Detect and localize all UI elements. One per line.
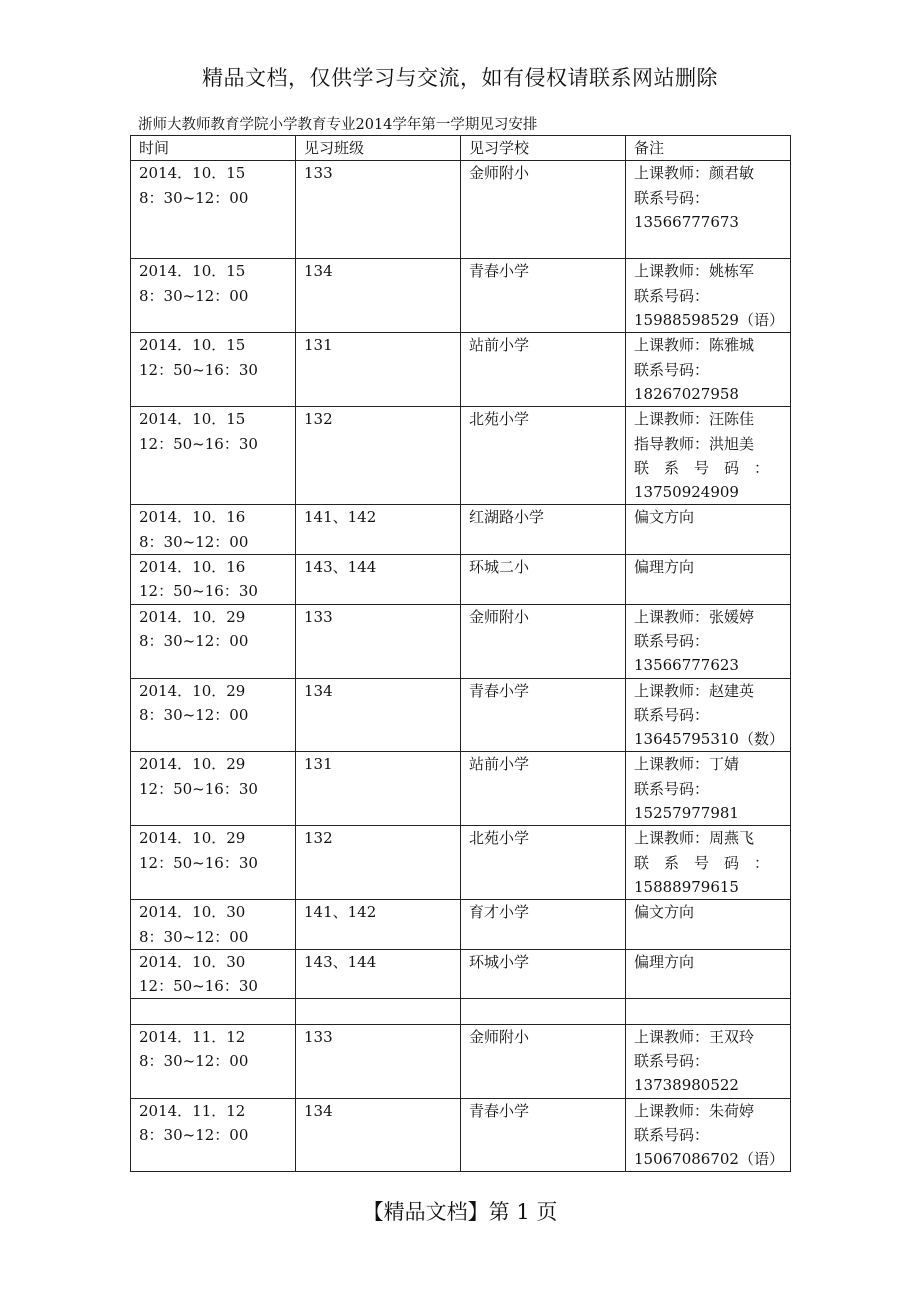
time-line: 8：30~12：00 — [139, 927, 249, 946]
time-line: 2014．10．15 — [139, 262, 246, 281]
time-line: 2014．10．29 — [139, 681, 246, 700]
cell-time — [131, 999, 296, 1024]
school-value: 站前小学 — [469, 336, 530, 355]
time-line: 8：30~12：00 — [139, 705, 249, 724]
school-value: 金师附小 — [469, 164, 530, 183]
class-value: 141、142 — [304, 903, 377, 922]
cell-notes — [626, 1098, 791, 1172]
cell-school — [461, 1024, 626, 1098]
class-value: 134 — [304, 262, 333, 281]
cell-notes — [626, 555, 791, 605]
table-row — [131, 949, 791, 999]
notes-line: 联系号码： — [634, 1051, 710, 1070]
document-title: 浙师大教师教育学院小学教育专业2014学年第一学期见习安排 — [138, 117, 538, 133]
class-value: 143、144 — [304, 952, 377, 971]
cell-class — [296, 1098, 461, 1172]
page-footer: 【精品文档】第 1 页 — [362, 1200, 558, 1224]
notes-line: 18267027958 — [634, 384, 739, 403]
time-line: 2014．10．16 — [139, 508, 246, 527]
cell-time — [131, 826, 296, 900]
school-value: 环城小学 — [469, 952, 530, 971]
cell-notes — [626, 1024, 791, 1098]
class-value: 133 — [304, 1027, 333, 1046]
time-line: 2014．10．16 — [139, 558, 246, 577]
time-line: 2014．10．29 — [139, 607, 246, 626]
school-value: 青春小学 — [469, 262, 530, 281]
cell-school — [461, 259, 626, 333]
notes-line: 上课教师：丁婧 — [634, 755, 740, 774]
cell-notes — [626, 949, 791, 999]
school-value: 环城二小 — [469, 558, 530, 577]
school-value: 站前小学 — [469, 755, 530, 774]
notes-line: 上课教师：汪陈佳 — [634, 410, 755, 429]
time-line — [139, 999, 287, 1023]
time-line: 8：30~12：00 — [139, 286, 249, 305]
notes-line: 上课教师：张媛婷 — [634, 607, 755, 626]
notes-line: 指导教师：洪旭美 — [634, 434, 755, 453]
table-header-row — [131, 136, 791, 161]
notes-line: 上课教师：朱荷婷 — [634, 1101, 755, 1120]
cell-school — [461, 999, 626, 1024]
notes-line: 上课教师：周燕飞 — [634, 829, 755, 848]
column-header-time: 时间 — [131, 136, 296, 161]
cell-time — [131, 259, 296, 333]
notes-line: 联系号码： — [634, 631, 710, 650]
cell-school — [461, 826, 626, 900]
column-header-notes: 备注 — [626, 136, 791, 161]
notes-line: 联 系 号 码 ： — [634, 458, 770, 477]
time-line: 12：50~16：30 — [139, 779, 258, 798]
school-value — [469, 999, 617, 1023]
notes-line — [634, 234, 782, 258]
notes-line: 13566777623 — [634, 656, 739, 675]
class-value: 134 — [304, 681, 333, 700]
table-row — [131, 407, 791, 505]
table-row — [131, 752, 791, 826]
notes-line: 联系号码： — [634, 705, 710, 724]
cell-notes — [626, 407, 791, 505]
school-value: 青春小学 — [469, 681, 530, 700]
cell-time — [131, 1098, 296, 1172]
cell-school — [461, 678, 626, 752]
class-value: 134 — [304, 1101, 333, 1120]
notes-line: 13738980522 — [634, 1076, 739, 1095]
table-row — [131, 1024, 791, 1098]
notes-line: 15067086702（语） — [634, 1150, 784, 1169]
time-line: 8：30~12：00 — [139, 532, 249, 551]
table-row — [131, 333, 791, 407]
page-header: 精品文档，仅供学习与交流，如有侵权请联系网站删除 — [202, 66, 718, 90]
cell-time — [131, 161, 296, 259]
notes-line: 上课教师：王双玲 — [634, 1027, 755, 1046]
school-value: 红湖路小学 — [469, 508, 545, 527]
cell-class — [296, 161, 461, 259]
time-line: 8：30~12：00 — [139, 1051, 249, 1070]
notes-line: 13566777673 — [634, 212, 739, 231]
notes-line: 联系号码： — [634, 779, 710, 798]
cell-notes — [626, 900, 791, 950]
schedule-body — [131, 161, 791, 1172]
school-value: 北苑小学 — [469, 829, 530, 848]
notes-line: 上课教师：陈雅城 — [634, 336, 755, 355]
cell-school — [461, 407, 626, 505]
notes-line: 15988598529（语） — [634, 311, 784, 330]
cell-class — [296, 949, 461, 999]
cell-notes — [626, 604, 791, 678]
cell-school — [461, 604, 626, 678]
table-row — [131, 604, 791, 678]
class-value: 133 — [304, 164, 333, 183]
table-row — [131, 1098, 791, 1172]
notes-line: 偏文方向 — [634, 903, 695, 922]
time-line: 2014．10．15 — [139, 164, 246, 183]
notes-line: 联系号码： — [634, 360, 710, 379]
table-row — [131, 505, 791, 555]
cell-time — [131, 949, 296, 999]
time-line: 2014．11．12 — [139, 1101, 246, 1120]
notes-line: 偏理方向 — [634, 558, 695, 577]
school-value: 金师附小 — [469, 1027, 530, 1046]
table-row — [131, 259, 791, 333]
class-value: 131 — [304, 336, 333, 355]
time-line: 12：50~16：30 — [139, 853, 258, 872]
table-row — [131, 161, 791, 259]
class-value: 143、144 — [304, 558, 377, 577]
cell-class — [296, 604, 461, 678]
time-line: 12：50~16：30 — [139, 582, 258, 601]
notes-line: 上课教师：姚栋军 — [634, 262, 755, 281]
cell-class — [296, 999, 461, 1024]
cell-notes — [626, 999, 791, 1024]
cell-class — [296, 826, 461, 900]
cell-school — [461, 555, 626, 605]
cell-school — [461, 900, 626, 950]
time-line: 2014．10．15 — [139, 336, 246, 355]
table-row — [131, 826, 791, 900]
notes-line: 15888979615 — [634, 877, 739, 896]
notes-line: 13645795310（数） — [634, 730, 784, 749]
cell-time — [131, 604, 296, 678]
time-line: 2014．10．29 — [139, 755, 246, 774]
time-line: 2014．10．30 — [139, 952, 246, 971]
class-value — [304, 999, 452, 1023]
cell-time — [131, 333, 296, 407]
notes-line: 上课教师：赵建英 — [634, 681, 755, 700]
cell-notes — [626, 505, 791, 555]
cell-class — [296, 333, 461, 407]
class-value: 132 — [304, 410, 333, 429]
cell-class — [296, 407, 461, 505]
cell-notes — [626, 333, 791, 407]
school-value: 北苑小学 — [469, 410, 530, 429]
class-value: 133 — [304, 607, 333, 626]
school-value: 青春小学 — [469, 1101, 530, 1120]
time-line: 12：50~16：30 — [139, 434, 258, 453]
notes-line: 联系号码： — [634, 188, 710, 207]
notes-line: 15257977981 — [634, 804, 739, 823]
cell-notes — [626, 259, 791, 333]
cell-notes — [626, 752, 791, 826]
time-line: 8：30~12：00 — [139, 188, 249, 207]
notes-line: 偏文方向 — [634, 508, 695, 527]
cell-class — [296, 752, 461, 826]
cell-notes — [626, 678, 791, 752]
notes-line: 联系号码： — [634, 286, 710, 305]
notes-line: 上课教师：颜君敏 — [634, 164, 755, 183]
cell-notes — [626, 826, 791, 900]
notes-line: 联 系 号 码 ： — [634, 853, 770, 872]
notes-line: 13750924909 — [634, 483, 739, 502]
cell-school — [461, 161, 626, 259]
cell-school — [461, 752, 626, 826]
table-row — [131, 999, 791, 1024]
cell-class — [296, 678, 461, 752]
time-line: 2014．10．30 — [139, 903, 246, 922]
time-line: 8：30~12：00 — [139, 631, 249, 650]
table-row — [131, 678, 791, 752]
table-row — [131, 900, 791, 950]
notes-line — [634, 999, 782, 1023]
class-value: 131 — [304, 755, 333, 774]
time-line: 2014．10．29 — [139, 829, 246, 848]
cell-class — [296, 1024, 461, 1098]
cell-school — [461, 505, 626, 555]
time-line: 2014．10．15 — [139, 410, 246, 429]
cell-time — [131, 1024, 296, 1098]
cell-school — [461, 333, 626, 407]
table-row — [131, 555, 791, 605]
cell-time — [131, 505, 296, 555]
cell-class — [296, 555, 461, 605]
time-line: 12：50~16：30 — [139, 360, 258, 379]
cell-time — [131, 555, 296, 605]
time-line: 2014．11．12 — [139, 1027, 246, 1046]
class-value: 141、142 — [304, 508, 377, 527]
cell-time — [131, 900, 296, 950]
column-header-class: 见习班级 — [296, 136, 461, 161]
school-value: 金师附小 — [469, 607, 530, 626]
school-value: 育才小学 — [469, 903, 530, 922]
cell-school — [461, 1098, 626, 1172]
notes-line: 偏理方向 — [634, 952, 695, 971]
cell-class — [296, 505, 461, 555]
class-value: 132 — [304, 829, 333, 848]
notes-line: 联系号码： — [634, 1125, 710, 1144]
cell-school — [461, 949, 626, 999]
cell-class — [296, 259, 461, 333]
cell-notes — [626, 161, 791, 259]
schedule-table — [130, 135, 791, 1172]
cell-time — [131, 678, 296, 752]
column-header-school: 见习学校 — [461, 136, 626, 161]
cell-time — [131, 407, 296, 505]
cell-time — [131, 752, 296, 826]
time-line: 8：30~12：00 — [139, 1125, 249, 1144]
cell-class — [296, 900, 461, 950]
time-line: 12：50~16：30 — [139, 977, 258, 996]
